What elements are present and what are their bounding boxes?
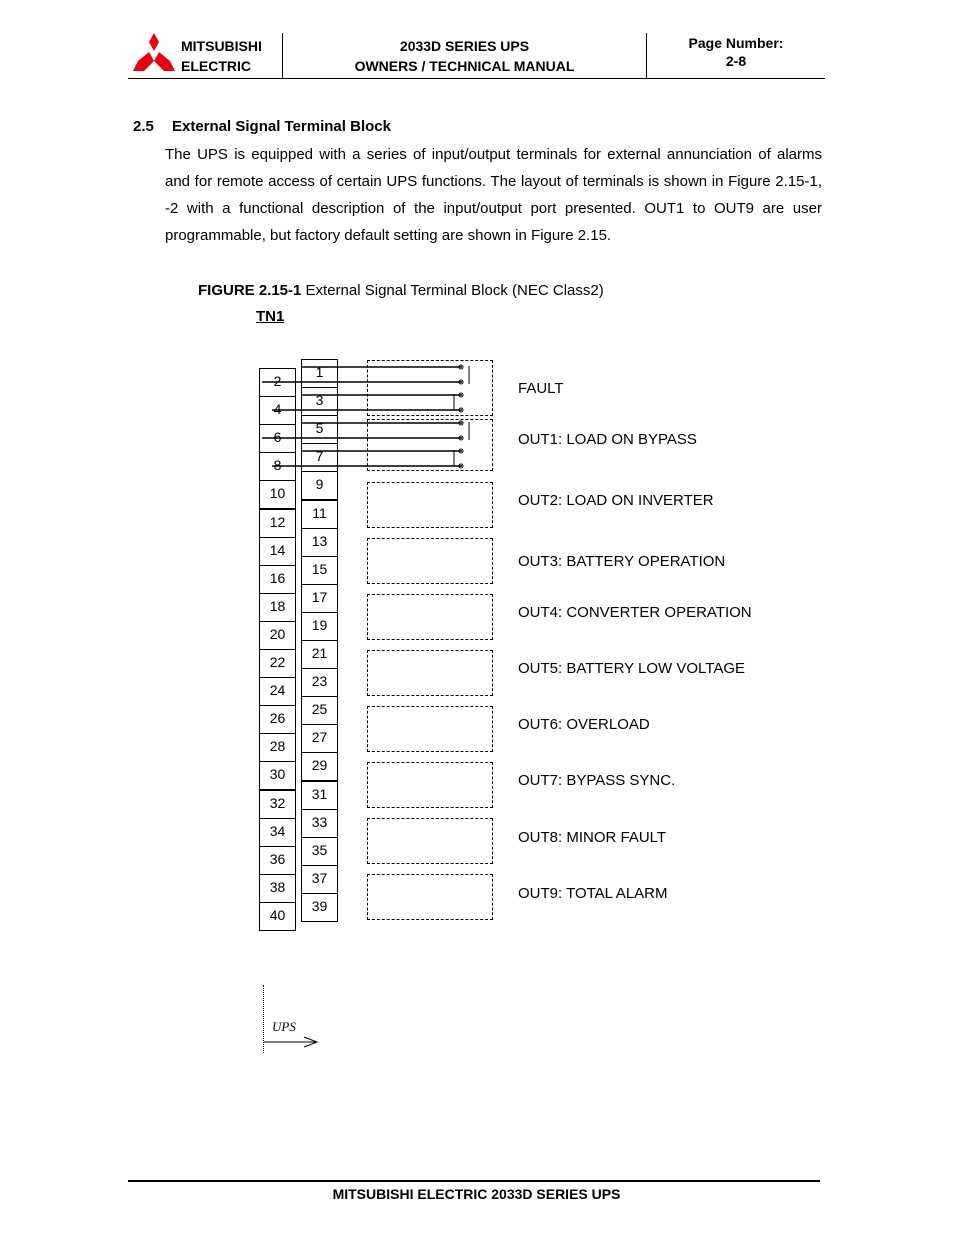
terminal-left-2: 2 — [259, 368, 296, 397]
terminal-left-20: 20 — [259, 621, 296, 650]
footer-text: MITSUBISHI ELECTRIC 2033D SERIES UPS — [332, 1186, 621, 1202]
terminal-right-7: 7 — [301, 443, 338, 472]
title-line-2: OWNERS / TECHNICAL MANUAL — [354, 58, 575, 74]
terminal-right-17: 17 — [301, 584, 338, 613]
terminal-right-11: 11 — [301, 500, 338, 529]
terminal-left-24: 24 — [259, 677, 296, 706]
terminal-block-name: TN1 — [256, 308, 285, 325]
brand-line-2: ELECTRIC — [181, 58, 251, 74]
footer-rule — [128, 1180, 820, 1182]
terminal-right-25: 25 — [301, 696, 338, 725]
brand-line-1: MITSUBISHI — [181, 38, 262, 54]
output-label-1: OUT1: LOAD ON BYPASS — [518, 431, 697, 448]
terminal-left-38: 38 — [259, 874, 296, 903]
terminal-left-12: 12 — [259, 509, 296, 538]
terminal-left-34: 34 — [259, 818, 296, 847]
terminal-right-9: 9 — [301, 471, 338, 500]
terminal-left-26: 26 — [259, 705, 296, 734]
terminal-right-39: 39 — [301, 893, 338, 922]
output-label-7: OUT7: BYPASS SYNC. — [518, 772, 676, 789]
terminal-right-29: 29 — [301, 752, 338, 781]
terminal-right-37: 37 — [301, 865, 338, 894]
terminal-right-23: 23 — [301, 668, 338, 697]
relay-contact-icons — [454, 365, 469, 468]
section-paragraph: The UPS is equipped with a series of input/output terminals for external annunciation of alarms and for remote access of certain UPS functions. The layout of terminals is shown in Figure 2.15-1, -2 with a functional description of the input/output port presented. OUT1 to OUT9 are user programmable, but factory default setting are shown in Figure 2.15. — [165, 146, 822, 244]
output-label-3: OUT3: BATTERY OPERATION — [518, 553, 726, 570]
terminal-right-33: 33 — [301, 809, 338, 838]
terminal-right-31: 31 — [301, 781, 338, 810]
terminal-right-3: 3 — [301, 387, 338, 416]
terminal-left-40: 40 — [259, 902, 296, 931]
title-line-1: 2033D SERIES UPS — [399, 38, 530, 54]
ups-label: UPS — [272, 1019, 296, 1034]
terminal-right-15: 15 — [301, 556, 338, 585]
terminal-left-18: 18 — [259, 593, 296, 622]
terminal-left-4: 4 — [259, 396, 296, 425]
terminal-left-6: 6 — [259, 424, 296, 453]
terminal-left-14: 14 — [259, 537, 296, 566]
terminal-left-22: 22 — [259, 649, 296, 678]
section-title: External Signal Terminal Block — [172, 118, 391, 135]
output-label-9: OUT9: TOTAL ALARM — [518, 885, 668, 902]
output-label-6: OUT6: OVERLOAD — [518, 716, 650, 733]
ups-boundary-line — [263, 985, 264, 1053]
terminal-right-1: 1 — [301, 359, 338, 388]
figure-number: FIGURE 2.15-1 — [198, 282, 302, 299]
terminal-right-21: 21 — [301, 640, 338, 669]
output-label-8: OUT8: MINOR FAULT — [518, 829, 667, 846]
terminal-right-35: 35 — [301, 837, 338, 866]
figure-title: External Signal Terminal Block (NEC Class2) — [301, 282, 604, 299]
page-number-value: 2-8 — [725, 53, 747, 69]
output-label-0: FAULT — [518, 380, 564, 397]
output-label-2: OUT2: LOAD ON INVERTER — [518, 492, 714, 509]
page-number-label: Page Number: — [688, 35, 784, 51]
section-number: 2.5 — [133, 118, 154, 135]
terminal-left-10: 10 — [259, 480, 296, 509]
terminal-left-32: 32 — [259, 790, 296, 819]
terminal-right-27: 27 — [301, 724, 338, 753]
output-label-5: OUT5: BATTERY LOW VOLTAGE — [518, 660, 745, 677]
terminal-left-16: 16 — [259, 565, 296, 594]
terminal-left-28: 28 — [259, 733, 296, 762]
output-label-4: OUT4: CONVERTER OPERATION — [518, 604, 752, 621]
terminal-right-13: 13 — [301, 528, 338, 557]
terminal-left-36: 36 — [259, 846, 296, 875]
terminal-right-5: 5 — [301, 415, 338, 444]
terminal-left-8: 8 — [259, 452, 296, 481]
terminal-right-19: 19 — [301, 612, 338, 641]
terminal-left-30: 30 — [259, 761, 296, 790]
